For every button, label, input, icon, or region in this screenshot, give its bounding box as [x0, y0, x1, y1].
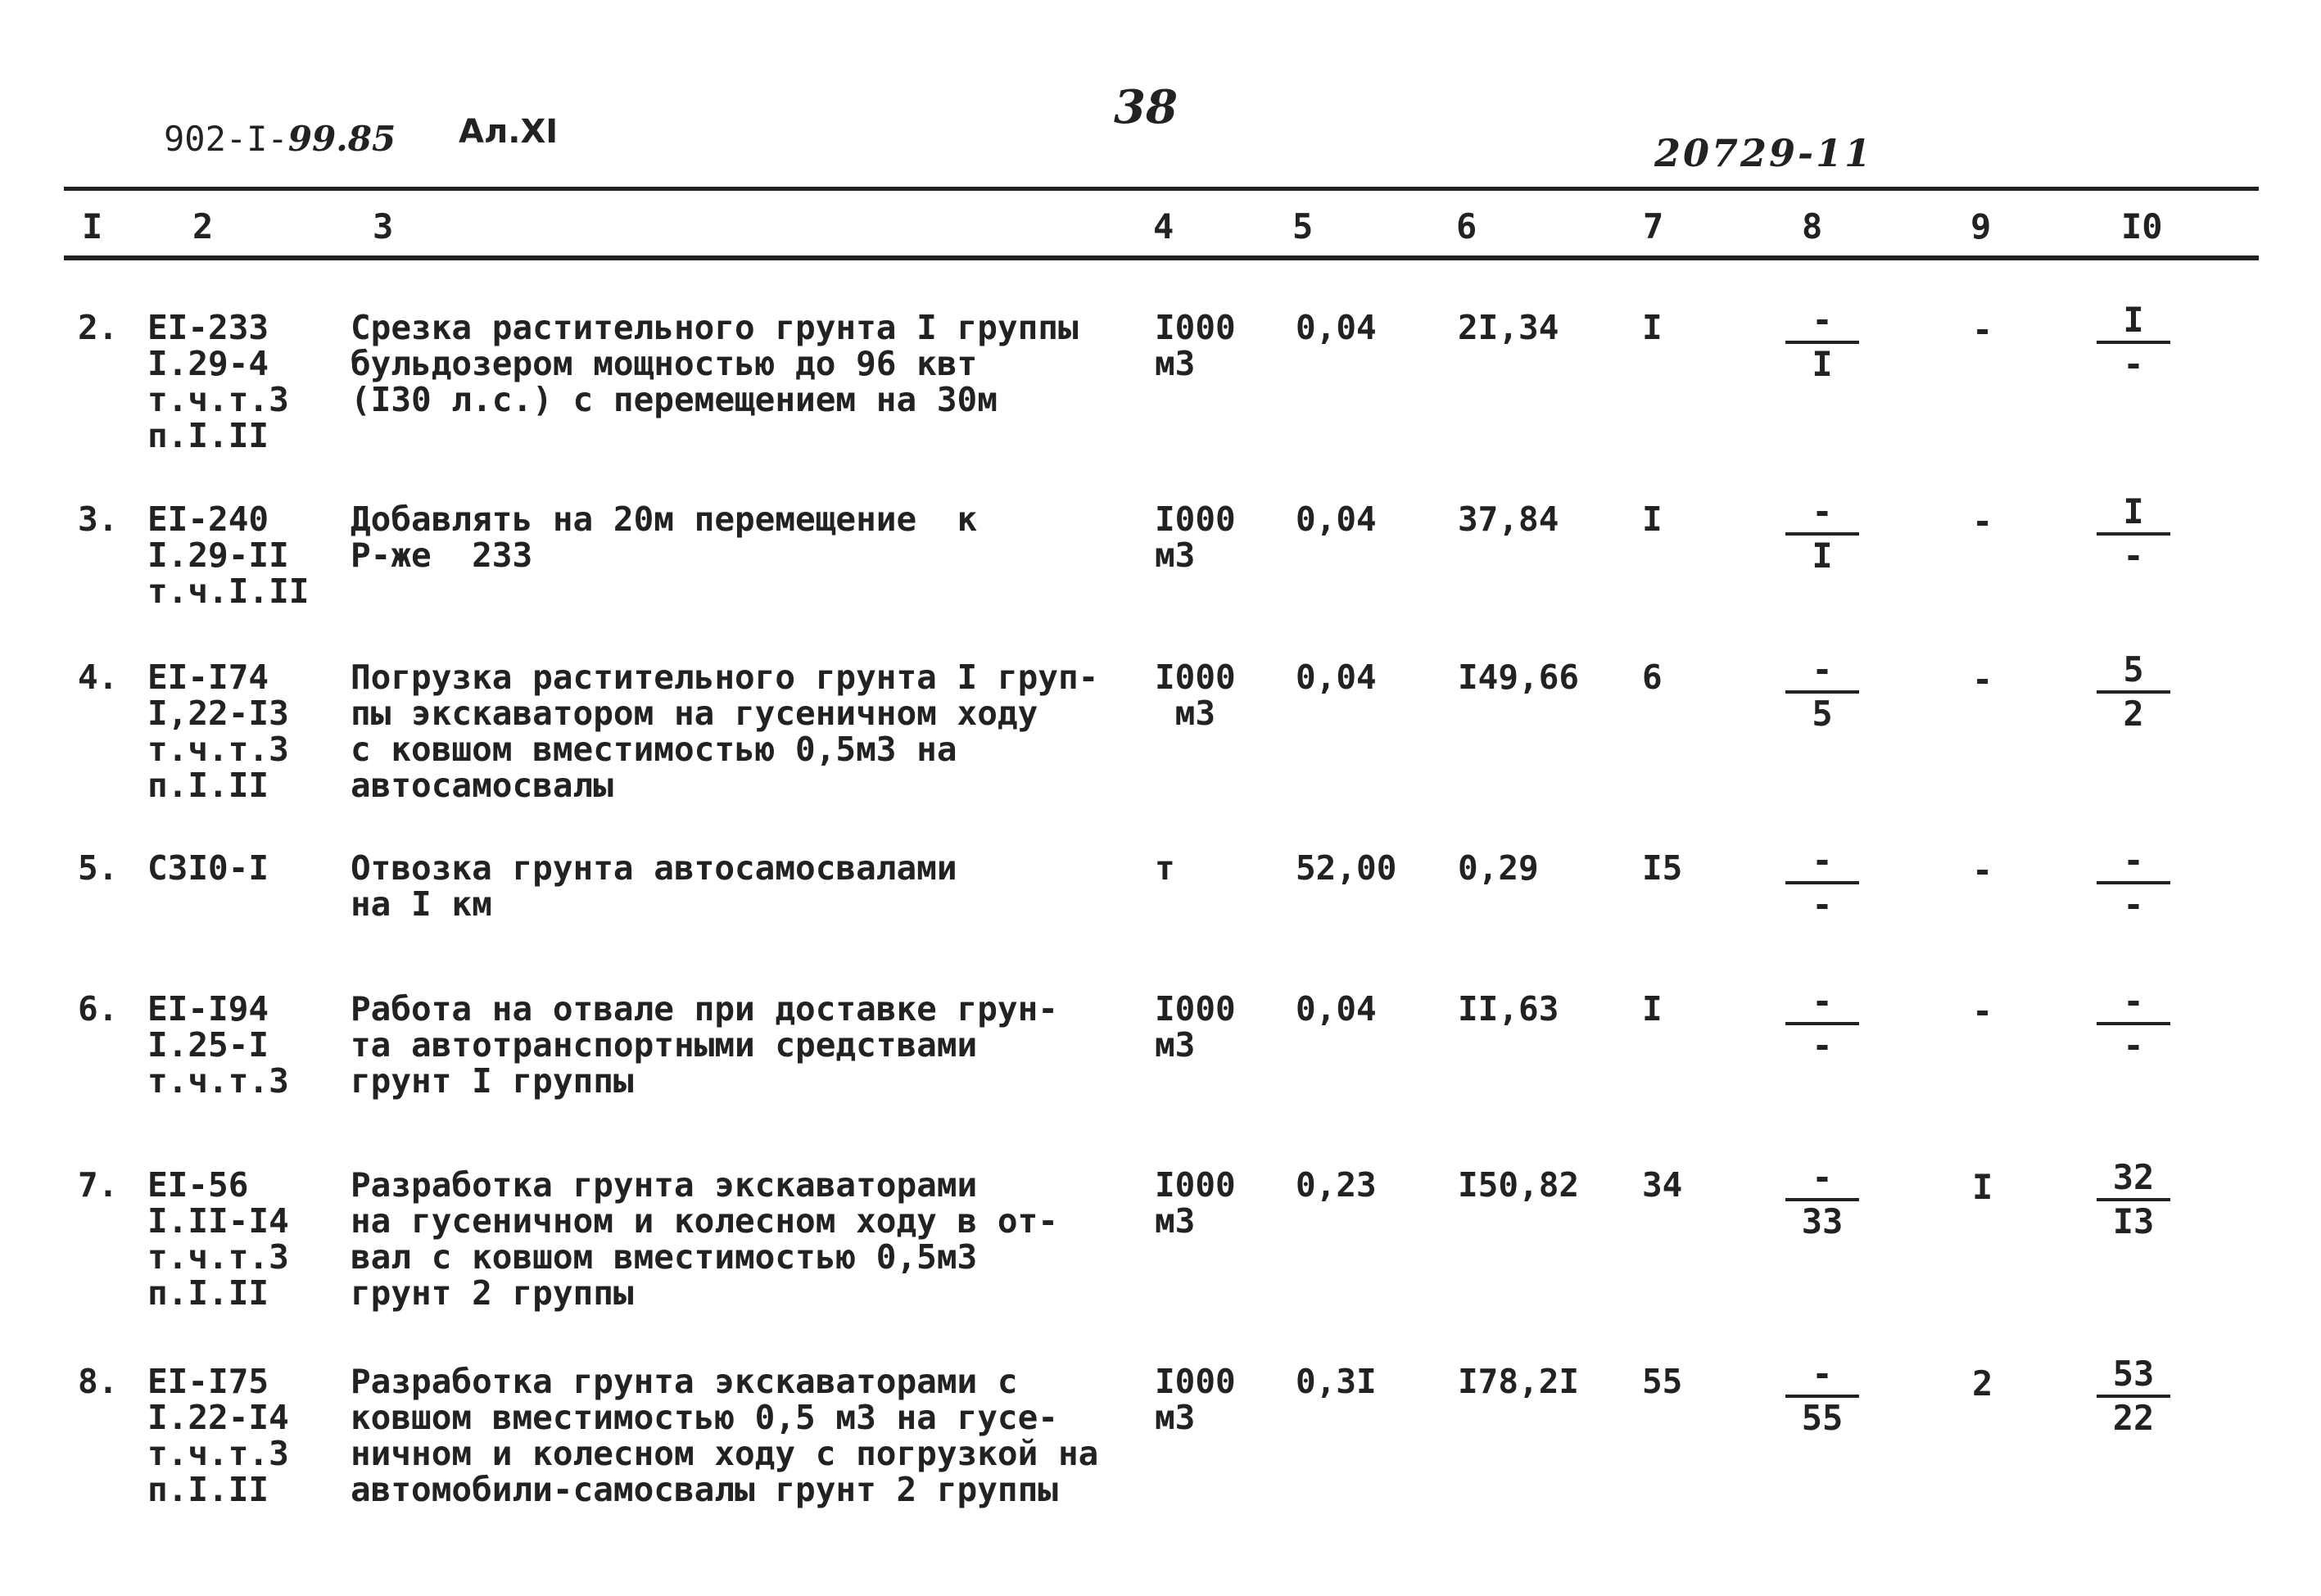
norm-code: EI-56 I.II-I4 т.ч.т.3 п.I.II: [147, 1165, 289, 1313]
fraction-denominator: 2: [2123, 694, 2144, 734]
fraction-numerator: 53: [2112, 1354, 2155, 1394]
column-8-fraction: [1785, 983, 1859, 1065]
rate: I78,2I: [1458, 1362, 1580, 1401]
quantity: 52,00: [1296, 848, 1397, 888]
column-7-value: I5: [1642, 848, 1683, 888]
fraction-numerator: -: [1812, 649, 1833, 689]
fraction-denominator: -: [2123, 344, 2144, 384]
table-top-rule: [64, 187, 2259, 191]
fraction-denominator: -: [2123, 536, 2144, 576]
column-10-fraction: [2097, 1159, 2170, 1241]
quantity: 0,04: [1296, 500, 1377, 539]
norm-code: EI-I75 I.22-I4 т.ч.т.3 п.I.II: [147, 1362, 289, 1509]
fraction-numerator: 32: [2112, 1157, 2155, 1197]
unit: I000 м3: [1155, 989, 1236, 1065]
column-8-fraction: [1785, 1159, 1859, 1241]
quantity: 0,04: [1296, 658, 1377, 697]
norm-code: EI-I94 I.25-I т.ч.т.3: [147, 989, 289, 1101]
rate: I49,66: [1458, 658, 1580, 697]
fraction-numerator: -: [1812, 1157, 1833, 1197]
fraction-numerator: -: [1812, 840, 1833, 880]
document-code-printed: 902-I-: [164, 119, 288, 159]
column-9-value: 2: [1972, 1363, 1993, 1404]
column-header: 3: [373, 206, 394, 246]
fraction-denominator: 55: [1801, 1398, 1844, 1438]
quantity: 0,3I: [1296, 1362, 1377, 1401]
fraction-numerator: -: [1812, 300, 1833, 340]
column-7-value: 34: [1642, 1165, 1683, 1205]
column-8-fraction: [1785, 842, 1859, 924]
column-header: 7: [1643, 206, 1664, 246]
fraction-numerator: -: [1812, 1354, 1833, 1394]
row-number: 7.: [78, 1165, 119, 1205]
work-description: Разработка грунта экскаваторами с ковшом вместимостью 0,5 м3 на гусе- ничном и колесном ходу с погрузкой на автомобили-самосвалы грунт 2 группы: [351, 1362, 1099, 1509]
column-10-fraction: [2097, 651, 2170, 733]
fraction-numerator: -: [1812, 491, 1833, 531]
inventory-number: 20729-11: [1654, 131, 1874, 175]
unit: т: [1155, 848, 1175, 888]
work-description: Разработка грунта экскаваторами на гусеничном и колесном ходу в от- вал с ковшом вместимостью 0,5м3 грунт 2 группы: [351, 1165, 1058, 1313]
column-9-value: I: [1972, 1167, 1993, 1207]
unit: I000 м3: [1155, 500, 1236, 575]
rate: 0,29: [1458, 848, 1539, 888]
column-9-value: -: [1972, 501, 1993, 541]
fraction-denominator: -: [1812, 1025, 1833, 1065]
work-description: Работа на отвале при доставке грун- та автотранспортными средствами грунт I группы: [351, 989, 1058, 1101]
column-8-fraction: [1785, 301, 1859, 383]
fraction-numerator: -: [2123, 981, 2144, 1021]
column-10-fraction: [2097, 983, 2170, 1065]
fraction-numerator: 5: [2123, 649, 2144, 689]
fraction-denominator: 22: [2112, 1398, 2155, 1438]
rate: I50,82: [1458, 1165, 1580, 1205]
unit: I000 м3: [1155, 1362, 1236, 1437]
row-number: 3.: [78, 500, 119, 539]
rate: 37,84: [1458, 500, 1559, 539]
norm-code: EI-240 I.29-II т.ч.I.II: [147, 500, 310, 611]
fraction-numerator: -: [2123, 840, 2144, 880]
fraction-numerator: I: [2123, 491, 2144, 531]
fraction-denominator: 33: [1801, 1201, 1844, 1241]
row-number: 2.: [78, 308, 119, 347]
table-header-rule: [64, 255, 2259, 260]
column-8-fraction: [1785, 651, 1859, 733]
work-description: Добавлять на 20м перемещение к Р-же 233: [351, 500, 978, 575]
column-header: 2: [192, 206, 214, 246]
column-10-fraction: [2097, 1355, 2170, 1437]
column-8-fraction: [1785, 493, 1859, 575]
fraction-numerator: I: [2123, 300, 2144, 340]
quantity: 0,04: [1296, 308, 1377, 347]
norm-code: EI-I74 I,22-I3 т.ч.т.3 п.I.II: [147, 658, 289, 805]
row-number: 6.: [78, 989, 119, 1029]
row-number: 4.: [78, 658, 119, 697]
unit: I000 м3: [1155, 1165, 1236, 1241]
column-8-fraction: [1785, 1355, 1859, 1437]
column-header: 4: [1153, 206, 1174, 246]
column-7-value: 6: [1642, 658, 1663, 697]
column-header: 8: [1802, 206, 1823, 246]
page-number: 38: [1114, 80, 1178, 134]
work-description: Срезка растительного грунта I группы бульдозером мощностью до 96 квт (I30 л.с.) с перемещением на 30м: [351, 308, 1079, 419]
column-header: I: [82, 206, 103, 246]
rate: II,63: [1458, 989, 1559, 1029]
column-9-value: -: [1972, 991, 1993, 1031]
work-description: Отвозка грунта автосамосвалами на I км: [351, 848, 957, 924]
column-10-fraction: [2097, 301, 2170, 383]
fraction-denominator: 5: [1812, 694, 1833, 734]
rate: 2I,34: [1458, 308, 1559, 347]
row-number: 5.: [78, 848, 119, 888]
column-header: 6: [1456, 206, 1477, 246]
fraction-denominator: -: [2123, 1025, 2144, 1065]
column-7-value: I: [1642, 500, 1663, 539]
column-7-value: 55: [1642, 1362, 1683, 1401]
quantity: 0,23: [1296, 1165, 1377, 1205]
column-10-fraction: [2097, 842, 2170, 924]
column-header: 9: [1970, 206, 1992, 246]
fraction-denominator: -: [1812, 884, 1833, 925]
fraction-numerator: -: [1812, 981, 1833, 1021]
column-header: 5: [1292, 206, 1314, 246]
column-9-value: -: [1972, 310, 1993, 350]
fraction-denominator: I3: [2112, 1201, 2155, 1241]
sheet-mark: Ал.XI: [459, 113, 559, 151]
document-code: [164, 119, 396, 159]
column-7-value: I: [1642, 308, 1663, 347]
fraction-denominator: I: [1812, 536, 1833, 576]
unit: I000 м3: [1155, 308, 1236, 383]
document-code-handwritten: 99.85: [287, 119, 396, 159]
column-9-value: -: [1972, 659, 1993, 699]
row-number: 8.: [78, 1362, 119, 1401]
column-10-fraction: [2097, 493, 2170, 575]
work-description: Погрузка растительного грунта I груп- пы экскаватором на гусеничном ходу с ковшом вместимостью 0,5м3 на автосамосвалы: [351, 658, 1099, 805]
norm-code: C3I0-I: [147, 848, 269, 888]
fraction-denominator: -: [2123, 884, 2144, 925]
column-header: I0: [2121, 206, 2163, 246]
norm-code: EI-233 I.29-4 т.ч.т.3 п.I.II: [147, 308, 289, 455]
unit: I000 м3: [1155, 658, 1236, 733]
column-9-value: -: [1972, 850, 1993, 890]
quantity: 0,04: [1296, 989, 1377, 1029]
fraction-denominator: I: [1812, 344, 1833, 384]
column-7-value: I: [1642, 989, 1663, 1029]
